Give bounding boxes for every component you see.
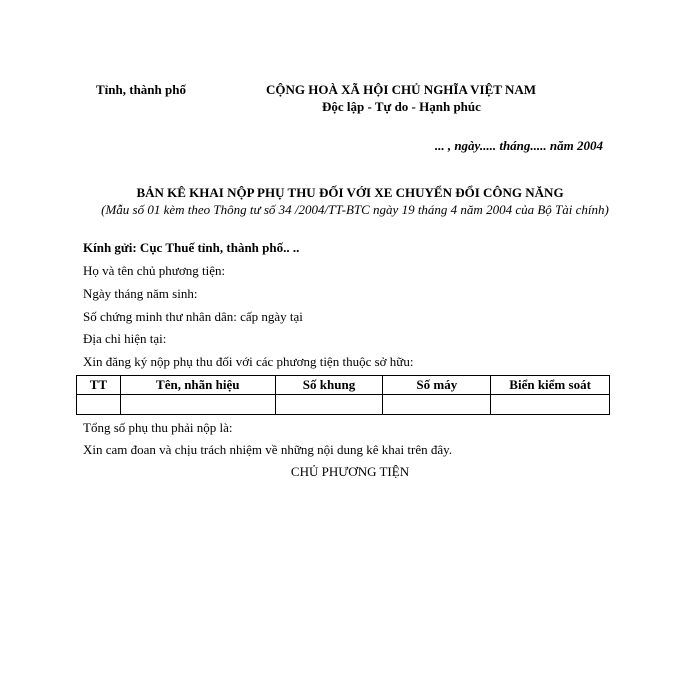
table-cell	[383, 395, 491, 415]
vehicle-table	[76, 375, 610, 415]
address-field: Địa chỉ hiện tại:	[83, 331, 167, 346]
pledge-line: Xin cam đoan và chịu trách nhiệm về những nội dung kê khai trên đây.	[83, 442, 453, 457]
date-line: ... , ngày..... tháng..... năm 2004	[434, 138, 603, 153]
total-surcharge-line: Tổng số phụ thu phải nộp là:	[83, 420, 233, 435]
table-cell	[275, 395, 383, 415]
request-line: Xin đăng ký nộp phụ thu đối với các phương tiện thuộc sở hữu:	[83, 354, 414, 369]
table-cell	[491, 395, 610, 415]
document-title: BẢN KÊ KHAI NỘP PHỤ THU ĐỐI VỚI XE CHUYỂN ĐỔI CÔNG NĂNG	[136, 185, 564, 200]
birth-date-field: Ngày tháng năm sinh:	[83, 286, 198, 301]
table-cell	[77, 395, 121, 415]
table-row	[77, 395, 610, 415]
nation-heading: CỘNG HOÀ XÃ HỘI CHỦ NGHĨA VIỆT NAM	[266, 82, 537, 97]
id-card-field: Số chứng minh thư nhân dân: cấp ngày tại	[83, 309, 303, 324]
table-header-row	[77, 376, 610, 395]
table-cell	[120, 395, 275, 415]
column-header-engine-number: Số máy	[383, 376, 491, 395]
column-header-name-brand: Tên, nhãn hiệu	[120, 376, 275, 395]
recipient-line: Kính gửi: Cục Thuế tỉnh, thành phố.. ..	[83, 240, 300, 255]
signature-label: CHỦ PHƯƠNG TIỆN	[290, 464, 410, 479]
document-subtitle: (Mẫu số 01 kèm theo Thông tư số 34 /2004/TT-BTC ngày 19 tháng 4 năm 2004 của Bộ Tài chính)	[101, 202, 609, 217]
column-header-tt: TT	[77, 376, 121, 395]
national-motto: Độc lập - Tự do - Hạnh phúc	[322, 99, 481, 114]
column-header-chassis-number: Số khung	[275, 376, 383, 395]
column-header-license-plate: Biển kiểm soát	[491, 376, 610, 395]
owner-name-field: Họ và tên chủ phương tiện:	[83, 263, 226, 278]
province-label: Tỉnh, thành phố	[96, 82, 186, 97]
